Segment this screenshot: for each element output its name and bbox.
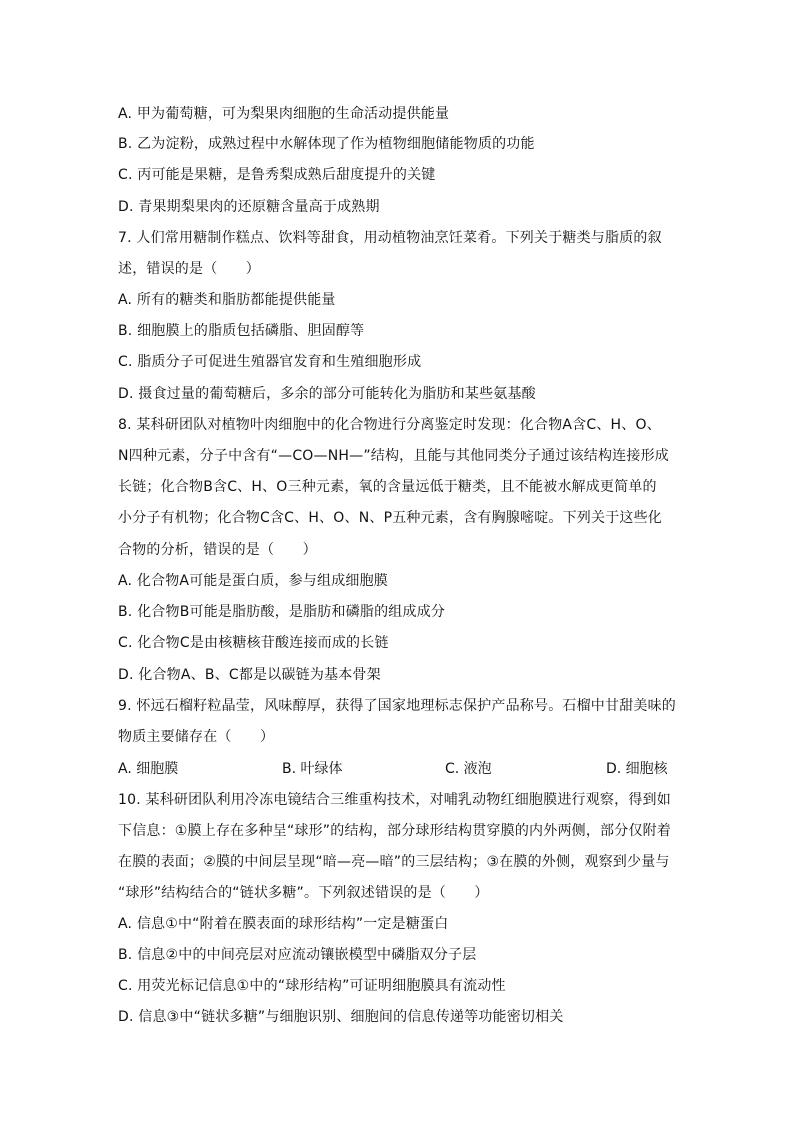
q10-stem-line-4: “球形”结构结合的“链状多糖”。下列叙述错误的是（ ） bbox=[118, 885, 489, 901]
q9-stem-line-2: 物质主要储存在（ ） bbox=[118, 729, 275, 745]
q8-option-b: B. 化合物B可能是脂肪酸，是脂肪和磷脂的组成成分 bbox=[118, 604, 446, 620]
q8-option-d: D. 化合物A、B、C都是以碳链为基本骨架 bbox=[118, 667, 381, 683]
q7-option-b: B. 细胞膜上的脂质包括磷脂、胆固醇等 bbox=[118, 323, 365, 339]
q10-option-a: A. 信息①中“附着在膜表面的球形结构”一定是糖蛋白 bbox=[118, 916, 449, 932]
q7-option-d: D. 摄食过量的葡萄糖后，多余的部分可能转化为脂肪和某些氨基酸 bbox=[118, 386, 536, 402]
q6-option-a: A. 甲为葡萄糖，可为梨果肉细胞的生命活动提供能量 bbox=[118, 106, 450, 122]
q8-stem-line-1: 8. 某科研团队对植物叶肉细胞中的化合物进行分离鉴定时发现：化合物A含C、H、O、 bbox=[118, 417, 661, 433]
q9-option-a: A. 细胞膜 bbox=[118, 761, 179, 777]
q8-option-a: A. 化合物A可能是蛋白质，参与组成细胞膜 bbox=[118, 573, 389, 589]
q8-stem-line-2: N四种元素，分子中含有“—CO—NH—”结构，且能与其他同类分子通过该结构连接形成 bbox=[118, 448, 669, 464]
q6-option-b: B. 乙为淀粉，成熟过程中水解体现了作为植物细胞储能物质的功能 bbox=[118, 136, 535, 152]
q10-stem-line-3: 在膜的表面；②膜的中间层呈现“暗—亮—暗”的三层结构；③在膜的外侧，观察到少量与 bbox=[118, 854, 670, 870]
q8-option-c: C. 化合物C是由核糖核苷酸连接而成的长链 bbox=[118, 635, 389, 651]
q10-option-c: C. 用荧光标记信息①中的“球形结构”可证明细胞膜具有流动性 bbox=[118, 978, 506, 994]
q8-stem-line-5: 合物的分析，错误的是（ ） bbox=[118, 542, 317, 558]
q7-stem-line-1: 7. 人们常用糖制作糕点、饮料等甜食，用动植物油烹饪菜肴。下列关于糖类与脂质的叙 bbox=[118, 230, 662, 246]
q10-option-d: D. 信息③中“链状多糖”与细胞识别、细胞间的信息传递等功能密切相关 bbox=[118, 1009, 564, 1025]
q10-stem-line-1: 10. 某科研团队利用冷冻电镜结合三维重构技术，对哺乳动物红细胞膜进行观察，得到如 bbox=[118, 792, 671, 808]
q9-option-d: D. 细胞核 bbox=[606, 761, 668, 777]
q10-option-b: B. 信息②中的中间亮层对应流动镶嵌模型中磷脂双分子层 bbox=[118, 947, 477, 963]
q7-option-a: A. 所有的糖类和脂肪都能提供能量 bbox=[118, 292, 336, 308]
q9-options-row bbox=[118, 760, 674, 778]
q9-stem-line-1: 9. 怀远石榴籽粒晶莹，风味醇厚，获得了国家地理标志保护产品称号。石榴中甘甜美味的 bbox=[118, 698, 677, 714]
q9-option-b: B. 叶绿体 bbox=[282, 761, 343, 777]
q6-option-c: C. 丙可能是果糖，是鲁秀梨成熟后甜度提升的关键 bbox=[118, 167, 436, 183]
q7-stem-line-2: 述，错误的是（ ） bbox=[118, 261, 260, 277]
q10-stem-line-2: 下信息：①膜上存在多种呈“球形”的结构，部分球形结构贯穿膜的内外两侧，部分仅附着 bbox=[118, 823, 672, 839]
q9-option-c: C. 液泡 bbox=[445, 761, 492, 777]
q7-option-c: C. 脂质分子可促进生殖器官发育和生殖细胞形成 bbox=[118, 354, 422, 370]
q8-stem-line-4: 小分子有机物；化合物C含C、H、O、N、P五种元素，含有胸腺嘧啶。下列关于这些化 bbox=[118, 510, 663, 526]
q8-stem-line-3: 长链；化合物B含C、H、O三种元素，氧的含量远低于糖类，且不能被水解成更简单的 bbox=[118, 479, 657, 495]
q6-option-d: D. 青果期梨果肉的还原糖含量高于成熟期 bbox=[118, 199, 380, 215]
